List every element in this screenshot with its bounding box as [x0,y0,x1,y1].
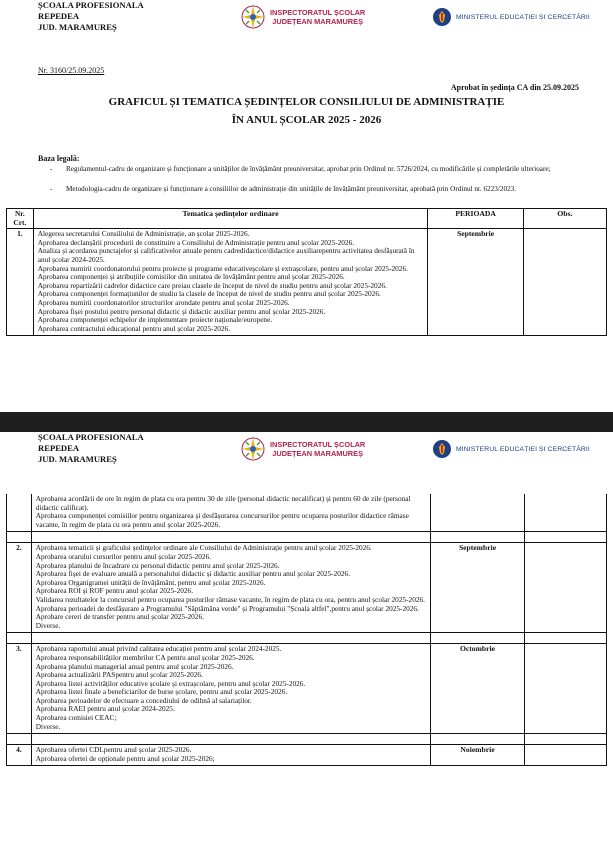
agenda-item: Aprobarea ofertei de opționale pentru anul școlar 2025-2026; [35,753,215,763]
row-obs [523,229,606,336]
header-perioada: PERIOADA [428,209,524,229]
row-number [7,494,32,532]
agenda-item: Validarea rezultatelor la concursul pentru ocuparea posturilor rămase vacante, în regim de plata cu ora, pentru anul școlar 2025-2026. [35,594,425,604]
agenda-item: Aprobarea orarului cursurilor pentru anul școlar 2025-2026. [35,551,212,561]
ministry-crest-icon [432,439,452,459]
agenda-item: Aprobarea contractului educațional pentru anul școlar 2025-2026. [37,323,231,333]
legal-point: - Metodologia-cadru de organizare și funcționare a consiliilor de administrație din unitățile de învățământ preuniversitar, aprobată prin Ordinul nr. 6223/2023. [50,185,517,193]
agenda-item: Aprobarea fișei de evaluare anuală a personalului didactic și didactic auxiliar pentru anul școlar 2025-2026. [35,569,351,579]
ministry-brand: MINISTERUL EDUCAȚIEI ȘI CERCETĂRII [432,7,590,27]
row-items [31,745,430,766]
document-title-line-2: ÎN ANUL ȘCOLAR 2025 - 2026 [231,114,382,126]
row-period: Octombrie [430,644,524,734]
table-row [7,229,607,336]
document-page-1 [0,0,613,412]
approval-note: Aprobat în ședința CA din 25.09.2025 [450,83,579,92]
ministry-crest-icon [432,7,452,27]
row-obs [525,644,607,734]
agenda-item: Aprobarea perioadei de desfășurare a Programului "Săptămâna verde" și Programului "Școala altfel",pentru anul școlar 2025-2026. [35,603,419,613]
agenda-item: Diverse. [35,620,61,630]
isj-brand: INSPECTORATUL ȘCOLAR JUDEȚEAN MARAMUREȘ [240,436,365,462]
table-row [7,745,607,766]
agenda-item: Aprobarea repartizării cadrelor didactice care preiau clasele de început de nivel de studiu pentru anul școlar 2025-2026. [37,280,387,290]
agenda-item: Aprobarea numirii coordonatorului pentru proiecte și programe educativeșcolare și extrașcolare, pentru anul școlar 2025-2026. [37,263,408,273]
meetings-table-continued [6,494,607,766]
document-page-2 [0,432,613,845]
agenda-item: Aprobarea RAEI pentru anul școlar 2024-2025. [35,704,175,714]
agenda-item: Aprobarea numirii coordonatorilor structurilor arondate pentru anul școlar 2025-2026. [37,297,290,307]
agenda-item: Aprobarea fișei postului pentru personal didactic și didactic auxiliar pentru anul școlar 2025-2026. [37,306,326,316]
isj-logo-icon [240,4,266,30]
agenda-item: Aprobare cereri de transfer pentru anul școlar 2025-2026. [35,612,204,622]
row-items [31,644,430,734]
page-header [0,432,613,472]
agenda-item: Aprobarea tematicii și graficului ședințelor ordinare ale Consiliului de Administrație pentru anul școlar 2025-2026. [35,543,372,553]
row-items [31,543,430,633]
agenda-item: Aprobarea perioadelor de efectuare a concediului de odihnă al salariaților. [35,695,252,705]
school-name: ȘCOALA PROFESIONALA REPEDEA JUD. MARAMUREȘ [38,0,144,32]
agenda-item: Aprobarea listei finale a beneficiarilor de burse școlare, pentru anul școlar 2025-2026. [35,687,288,697]
agenda-item: Aprobarea actualizării PASpentru anul școlar 2025-2026. [35,670,203,680]
isj-logo-icon [240,436,266,462]
document-title-line-1: GRAFICUL ȘI TEMATICA ȘEDINȚELOR CONSILIULUI DE ADMINISTRAȚIE [108,96,505,108]
agenda-item: Analiza și acordarea punctajelor și calificativelor anuale pentru cadredidactice/didactice auxiliarepentru activitatea desfășurată în anul școlar 2024-2025. [37,246,415,264]
row-items [33,229,428,336]
agenda-item: Aprobarea planului de încadrare cu personal didactic pentru anul școlar 2025-2026. [35,560,280,570]
agenda-item: Aprobarea componenței formațiunilor de studiu la clasele de început de nivel de studiu pentru anul școlar 2025-2026. [37,289,381,299]
header-tematica: Tematica ședințelor ordinare [33,209,428,229]
agenda-item: Aprobarea ofertei CDLpentru anul școlar 2025-2026. [35,745,192,755]
table-row [7,494,607,532]
row-number: 1. [7,229,34,336]
agenda-item: Alegerea secretarului Consiliului de Administrație, an școlar 2025-2026. [37,229,250,239]
ministry-brand: MINISTERUL EDUCAȚIEI ȘI CERCETĂRII [432,439,590,459]
row-number: 4. [7,745,32,766]
row-period: Septembrie [430,543,524,633]
row-period [430,494,524,532]
agenda-item: Aprobarea comisiei CEAC; [35,713,117,723]
school-name: ȘCOALA PROFESIONALA REPEDEA JUD. MARAMUREȘ [38,432,144,464]
row-period: Septembrie [428,229,524,336]
agenda-item: Aprobarea componenței echipelor de implementare proiecte naționale/europene. [37,315,273,325]
agenda-item: Aprobarea componenței comisiilor pentru organizarea și desfășurarea concursurilor pentru ocuparea posturilor didactice rămase vacante, în regim de plata cu ora pentru anul școlar 2025-2026. [35,511,409,529]
table-spacer-row [7,633,607,644]
table-spacer-row [7,532,607,543]
agenda-item: Aprobarea raportului anual privind calitatea educației pentru anul școlar 2024-2025. [35,644,282,654]
table-row [7,644,607,734]
table-spacer-row [7,734,607,745]
agenda-item: Diverse. [35,721,61,731]
row-obs [525,745,607,766]
document-number: Nr. 3160/25.09.2025 [38,66,105,75]
legal-basis-label: Baza legală: [38,154,80,163]
agenda-item: Aprobarea planului managerial anual pentru anul școlar 2025-2026. [35,661,234,671]
row-period: Noiembrie [430,745,524,766]
row-number: 2. [7,543,32,633]
page-header [0,0,613,40]
agenda-item: Aprobarea declanșării procedurii de constituire a Consiliului de Administrație pentru anul școlar 2025-2026. [37,237,355,247]
legal-point: - Regulamentul-cadru de organizare și funcționare a unităților de învățământ preuniversitar, aprobat prin Ordinul nr. 5726/2024, cu modificările și completările ulterioare; [50,165,551,173]
row-obs [525,543,607,633]
row-obs [525,494,607,532]
agenda-item: Aprobarea Organigramei unității de învățământ, pentru anul școlar 2025-2026. [35,577,266,587]
meetings-table [6,208,607,336]
agenda-item: Aprobarea listei activităților educative școlare și extrașcolare, pentru anul școlar 2025-2026. [35,678,306,688]
agenda-item: Aprobarea responsabilităților membrilor CA pentru anul școlar 2025-2026. [35,652,255,662]
agenda-item: Aprobarea acordării de ore în regim de plata cu ora pentru 30 de zile (personal didactic necalificat) și pentru 60 de zile (personal didactic calificat). [35,494,411,512]
agenda-item: Aprobarea componenței și atribuțiile comisiilor din unitatea de învățământ pentru anul școlar 2025-2026. [37,272,345,282]
row-items [31,494,430,532]
table-header-row [7,209,607,229]
isj-brand: INSPECTORATUL ȘCOLAR JUDEȚEAN MARAMUREȘ [240,4,365,30]
agenda-item: Aprobarea ROI și ROF pentru anul școlar 2025-2026. [35,586,194,596]
header-nr: Nr. Crt. [7,209,34,229]
row-number: 3. [7,644,32,734]
table-row [7,543,607,633]
header-obs: Obs. [523,209,606,229]
